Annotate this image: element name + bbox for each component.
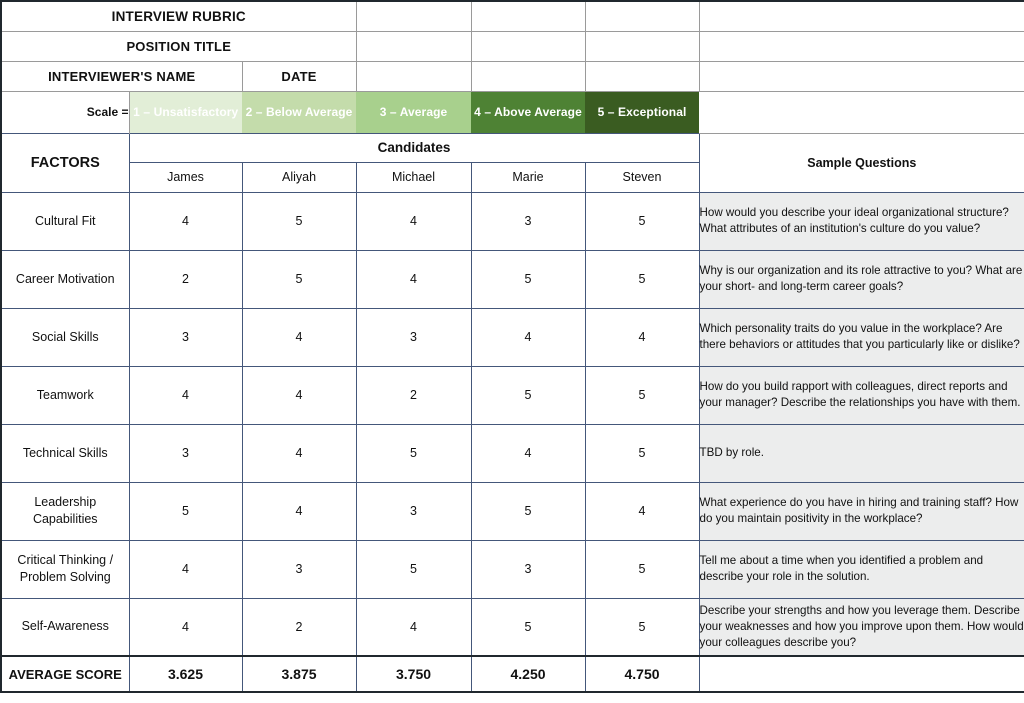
factor-label: Technical Skills <box>1 424 129 482</box>
sample-question-cell: Why is our organization and its role attractive to you? What are your short- and long-term career goals? <box>699 250 1024 308</box>
sample-question-cell: Describe your strengths and how you leverage them. Describe your weaknesses and how you improve upon them. How would your colleagues describe you? <box>699 598 1024 656</box>
factor-label: Cultural Fit <box>1 192 129 250</box>
score-cell[interactable]: 4 <box>242 366 356 424</box>
column-header-row-top <box>1 133 1024 162</box>
title-row-blank-1 <box>356 1 471 31</box>
average-score-marie: 4.250 <box>471 656 585 692</box>
position-row-blank-3 <box>585 31 699 61</box>
factors-header: FACTORS <box>1 133 129 192</box>
score-cell[interactable]: 5 <box>585 598 699 656</box>
table-row <box>1 366 1024 424</box>
candidate-name-james: James <box>129 162 242 192</box>
table-row <box>1 598 1024 656</box>
score-cell[interactable]: 4 <box>242 482 356 540</box>
score-cell[interactable]: 3 <box>242 540 356 598</box>
position-row-blank-4 <box>699 31 1024 61</box>
score-cell[interactable]: 4 <box>242 308 356 366</box>
score-cell[interactable]: 4 <box>129 366 242 424</box>
header-row-position <box>1 31 1024 61</box>
header-row-title <box>1 1 1024 31</box>
scale-item-1: 1 – Unsatisfactory <box>129 91 242 133</box>
table-row <box>1 540 1024 598</box>
candidate-name-michael: Michael <box>356 162 471 192</box>
score-cell[interactable]: 4 <box>471 424 585 482</box>
sample-question-cell: How do you build rapport with colleagues, direct reports and your manager? Describe the relationships you have with them. <box>699 366 1024 424</box>
score-cell[interactable]: 3 <box>471 192 585 250</box>
score-cell[interactable]: 4 <box>585 482 699 540</box>
score-cell[interactable]: 4 <box>356 250 471 308</box>
score-cell[interactable]: 5 <box>471 598 585 656</box>
table-row <box>1 482 1024 540</box>
table-row <box>1 308 1024 366</box>
table-row <box>1 250 1024 308</box>
score-cell[interactable]: 4 <box>129 598 242 656</box>
title-row-blank-2 <box>471 1 585 31</box>
title-row-blank-3 <box>585 1 699 31</box>
factor-label: Teamwork <box>1 366 129 424</box>
score-cell[interactable]: 3 <box>471 540 585 598</box>
title-row-blank-4 <box>699 1 1024 31</box>
average-score-michael: 3.750 <box>356 656 471 692</box>
factor-label: Social Skills <box>1 308 129 366</box>
average-row-blank <box>699 656 1024 692</box>
score-cell[interactable]: 5 <box>471 482 585 540</box>
score-cell[interactable]: 4 <box>471 308 585 366</box>
score-cell[interactable]: 5 <box>585 540 699 598</box>
scale-item-2: 2 – Below Average <box>242 91 356 133</box>
interviewer-row-blank-1 <box>356 61 471 91</box>
score-cell[interactable]: 4 <box>129 540 242 598</box>
score-cell[interactable]: 5 <box>471 250 585 308</box>
average-score-james: 3.625 <box>129 656 242 692</box>
score-cell[interactable]: 4 <box>356 598 471 656</box>
scale-row-blank <box>699 91 1024 133</box>
factor-label: Career Motivation <box>1 250 129 308</box>
factor-label: Self-Awareness <box>1 598 129 656</box>
score-cell[interactable]: 5 <box>585 192 699 250</box>
factor-label: Leadership Capabilities <box>1 482 129 540</box>
date-label: DATE <box>242 61 356 91</box>
score-cell[interactable]: 2 <box>129 250 242 308</box>
score-cell[interactable]: 4 <box>585 308 699 366</box>
score-cell[interactable]: 2 <box>356 366 471 424</box>
score-cell[interactable]: 5 <box>242 192 356 250</box>
sample-question-cell: How would you describe your ideal organizational structure? What attributes of an institution's culture do you value? <box>699 192 1024 250</box>
candidate-name-aliyah: Aliyah <box>242 162 356 192</box>
score-cell[interactable]: 5 <box>585 424 699 482</box>
average-score-label: AVERAGE SCORE <box>1 656 129 692</box>
score-cell[interactable]: 3 <box>356 308 471 366</box>
score-cell[interactable]: 3 <box>356 482 471 540</box>
scale-item-5: 5 – Exceptional <box>585 91 699 133</box>
table-row <box>1 424 1024 482</box>
score-cell[interactable]: 2 <box>242 598 356 656</box>
average-score-aliyah: 3.875 <box>242 656 356 692</box>
score-cell[interactable]: 5 <box>585 250 699 308</box>
interviewer-row-blank-2 <box>471 61 585 91</box>
scale-label: Scale = <box>1 91 129 133</box>
sample-question-cell: Which personality traits do you value in the workplace? Are there behaviors or attitudes that you particularly like or dislike? <box>699 308 1024 366</box>
score-cell[interactable]: 5 <box>129 482 242 540</box>
score-cell[interactable]: 5 <box>471 366 585 424</box>
average-score-steven: 4.750 <box>585 656 699 692</box>
scale-item-3: 3 – Average <box>356 91 471 133</box>
score-cell[interactable]: 4 <box>242 424 356 482</box>
interviewer-row-blank-4 <box>699 61 1024 91</box>
score-cell[interactable]: 4 <box>129 192 242 250</box>
position-row-blank-2 <box>471 31 585 61</box>
average-score-row <box>1 656 1024 692</box>
sample-question-cell: Tell me about a time when you identified a problem and describe your role in the solution. <box>699 540 1024 598</box>
candidate-name-steven: Steven <box>585 162 699 192</box>
table-row <box>1 192 1024 250</box>
score-cell[interactable]: 5 <box>356 424 471 482</box>
score-cell[interactable]: 4 <box>356 192 471 250</box>
rubric-title: INTERVIEW RUBRIC <box>1 1 356 31</box>
sample-question-cell: What experience do you have in hiring and training staff? How do you maintain positivity in the workplace? <box>699 482 1024 540</box>
score-cell[interactable]: 5 <box>356 540 471 598</box>
position-title-label: POSITION TITLE <box>1 31 356 61</box>
position-row-blank-1 <box>356 31 471 61</box>
candidate-name-marie: Marie <box>471 162 585 192</box>
header-row-interviewer <box>1 61 1024 91</box>
interviewer-row-blank-3 <box>585 61 699 91</box>
score-cell[interactable]: 3 <box>129 308 242 366</box>
interviewer-name-label: INTERVIEWER'S NAME <box>1 61 242 91</box>
scale-item-4: 4 – Above Average <box>471 91 585 133</box>
candidates-header: Candidates <box>129 133 699 162</box>
sample-questions-header: Sample Questions <box>699 133 1024 192</box>
sample-question-cell: TBD by role. <box>699 424 1024 482</box>
score-cell[interactable]: 3 <box>129 424 242 482</box>
score-cell[interactable]: 5 <box>242 250 356 308</box>
scale-row <box>1 91 1024 133</box>
score-cell[interactable]: 5 <box>585 366 699 424</box>
factor-label: Critical Thinking / Problem Solving <box>1 540 129 598</box>
